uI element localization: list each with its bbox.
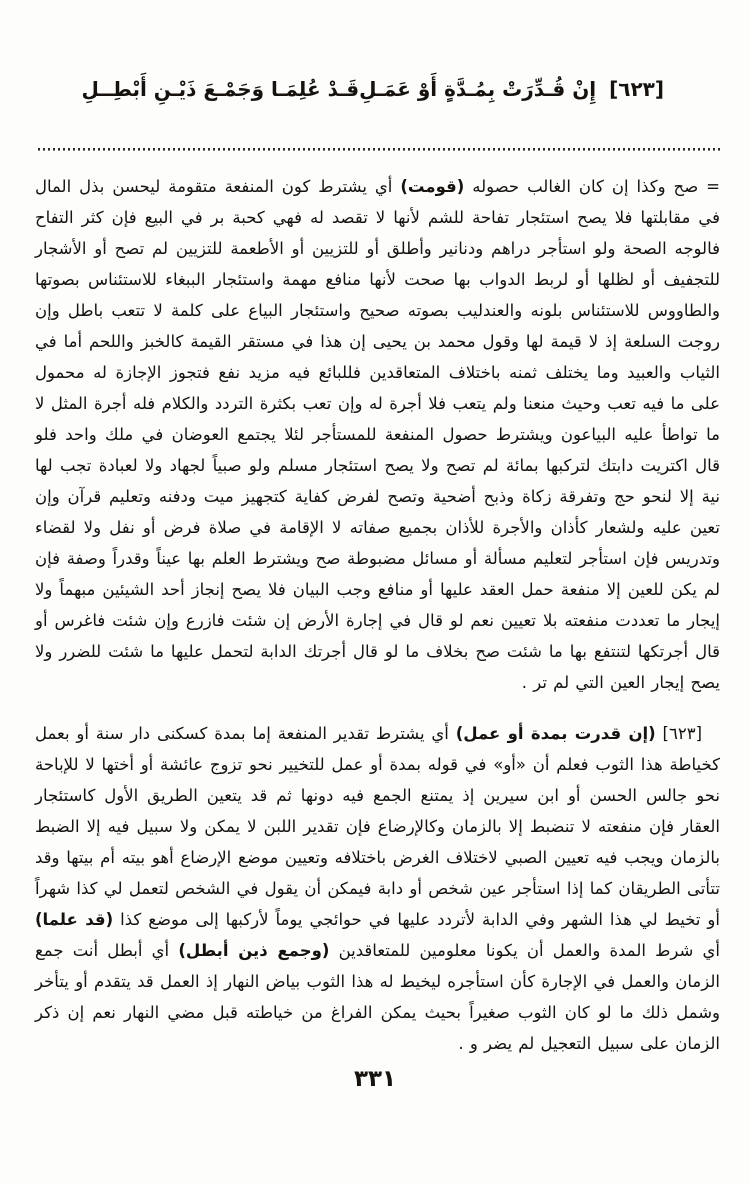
commentary-paragraph-continuation bbox=[35, 171, 720, 698]
verse-hemistich-right-text: إِنْ قُـدِّرَتْ بِمُـدَّةٍ أَوْ عَمَـلِ bbox=[359, 77, 597, 101]
verse-number: [٦٢٣] bbox=[609, 77, 664, 101]
page-number: ٣٣١ bbox=[353, 1066, 397, 1092]
lemma-bold-text: (إن قدرت بمدة أو عمل) bbox=[455, 724, 656, 743]
commentary-text: أي يشترط كون المنفعة متقومة ليحسن بذل المال في مقابلتها فلا يصح استئجار تفاحة للشم لأنها لا تقصد له فهي كحبة بر في البيع فإن كثر التفاح فالوجه الصحة ولو استأجر دراهم ودنانير وأطلق أو للتزيين أو الأطعمة للتزيين لم تصح أو الأشجار للتجفيف أو لظلها أو لربط الدواب بها صحت لأنها منافع مهمة واستئجار الببغاء للاستئناس بصوتها والطاووس للاستئناس بلونه والعندليب بصوته صحيح واستئجار البياع على كلمة لا تتعب باطل وإن روجت السلعة إذ لا قيمة لها وقول محمد بن يحيى إن هذا في مستقر القيمة كالخبز واللحم أما في الثياب والعبيد وما يختلف ثمنه باختلاف المتعاقدين فللبائع فيه مزيد نفع فتجوز الإجازة له محمول على ما فيه تعب وحيث منعنا ولم يتعب فلا أجرة له وإن تعب بكثرة التردد والكلام فله أجرة المثل لا ما تواطأ عليه البياعون ويشترط حصول المنفعة للمستأجر لئلا يجتمع العوضان في ملك واحد فلو قال اكتريت دابتك لتركبها بمائة لم تصح ولا يصح استئجار مسلم ولو صبياً لجهاد ولا لعبادة تجب لها نية إلا لنحو حج وتفرقة زكاة وذبح أضحية وتصح لفرض كفاية كتجهيز ميت ودفنه وتعليم قرآن وإن تعين عليه ولشعار كأذان والأجرة للأذان بجميع صفاته لا الإقامة في صلاة فرض أو نفل ولا لقضاء وتدريس فإن استأجر لتعليم مسألة أو مسائل مضبوطة صح ويشترط العلم بها عيناً وقدراً وصفة فإن لم يكن للعين إلا منفعة حمل العقد عليها أو منافع وجب البيان فلا يصح إنجاز أحد الشيئين مبهماً ولا إيجار ما تعددت منفعته بلا تعيين نعم لو قال في إجارة الأرض إن شئت فازرع وإن شئت فاغرس أو قال أجرتكها لتنتفع بها ما شئت صح بخلاف ما لو قال أجرتك الدابة لتحمل عليها ما شئت للضرر ولا يصح إيجار العين التي لم تر . bbox=[35, 177, 720, 692]
commentary-text: أي أبطل أنت جمع الزمان والعمل في الإجارة كأن استأجره ليخيط له هذا الثوب بياض النهار إذ العمل قد يتقدم أو يتأخر وشمل ذلك ما لو كان الثوب صغيراً بحيث يمكن الفراغ من خياطته قبل مضي النهار نعم إن ذكر الزمان على سبيل التعجيل لم يضر و . bbox=[35, 941, 720, 1053]
verse-hemistich-right bbox=[359, 70, 664, 108]
commentary-text: [٦٢٣] bbox=[655, 724, 703, 743]
dotted-separator bbox=[35, 148, 720, 151]
lemma-bold-text: (قد علما) bbox=[35, 910, 114, 929]
lemma-bold-text: (وجمع ذين أبطل) bbox=[178, 941, 330, 960]
commentary-text: أي شرط المدة والعمل أن يكونا معلومين للمتعاقدين bbox=[329, 941, 720, 960]
commentary-paragraph-623 bbox=[35, 718, 720, 1059]
verse-header bbox=[35, 70, 720, 108]
verse-hemistich-left: قَـدْ عُلِمَـا وَجَمْـعَ ذَيْـنِ أَبْطِــلِ bbox=[81, 77, 360, 101]
commentary-text: أي يشترط تقدير المنفعة إما بمدة كسكنى دار سنة أو بعمل كخياطة هذا الثوب فعلم أن «أو» في قوله بمدة أو عمل للتخيير نحو تزوج عائشة أو أختها لا للإباحة نحو جالس الحسن أو ابن سيرين إذ يمتنع الجمع فيه دونها ثم قد يتعين الطريق الأول كاستئجار العقار فإن منفعته لا تنضبط إلا بالزمان وكالإرضاع فإن تقدير اللبن لا يمكن ولا سبيل فيه إلا الضبط بالزمان ويجب فيه تعيين الصبي لاختلاف الغرض باختلافه وتعيين موضع الإرضاع أهو بيته أم بيتها وقد تتأتى الطريقان كما إذا استأجر عين شخص أو دابة فيمكن أن يقول في الشخص لتعمل لي كذا شهراً أو تخيط لي هذا الشهر وفي الدابة لأتردد عليها في حوائجي يوماً لأركبها إلى موضع كذا bbox=[35, 724, 720, 929]
lemma-bold-text: (قومت) bbox=[400, 177, 465, 196]
commentary-text: = صح وكذا إن كان الغالب حصوله bbox=[464, 177, 720, 196]
